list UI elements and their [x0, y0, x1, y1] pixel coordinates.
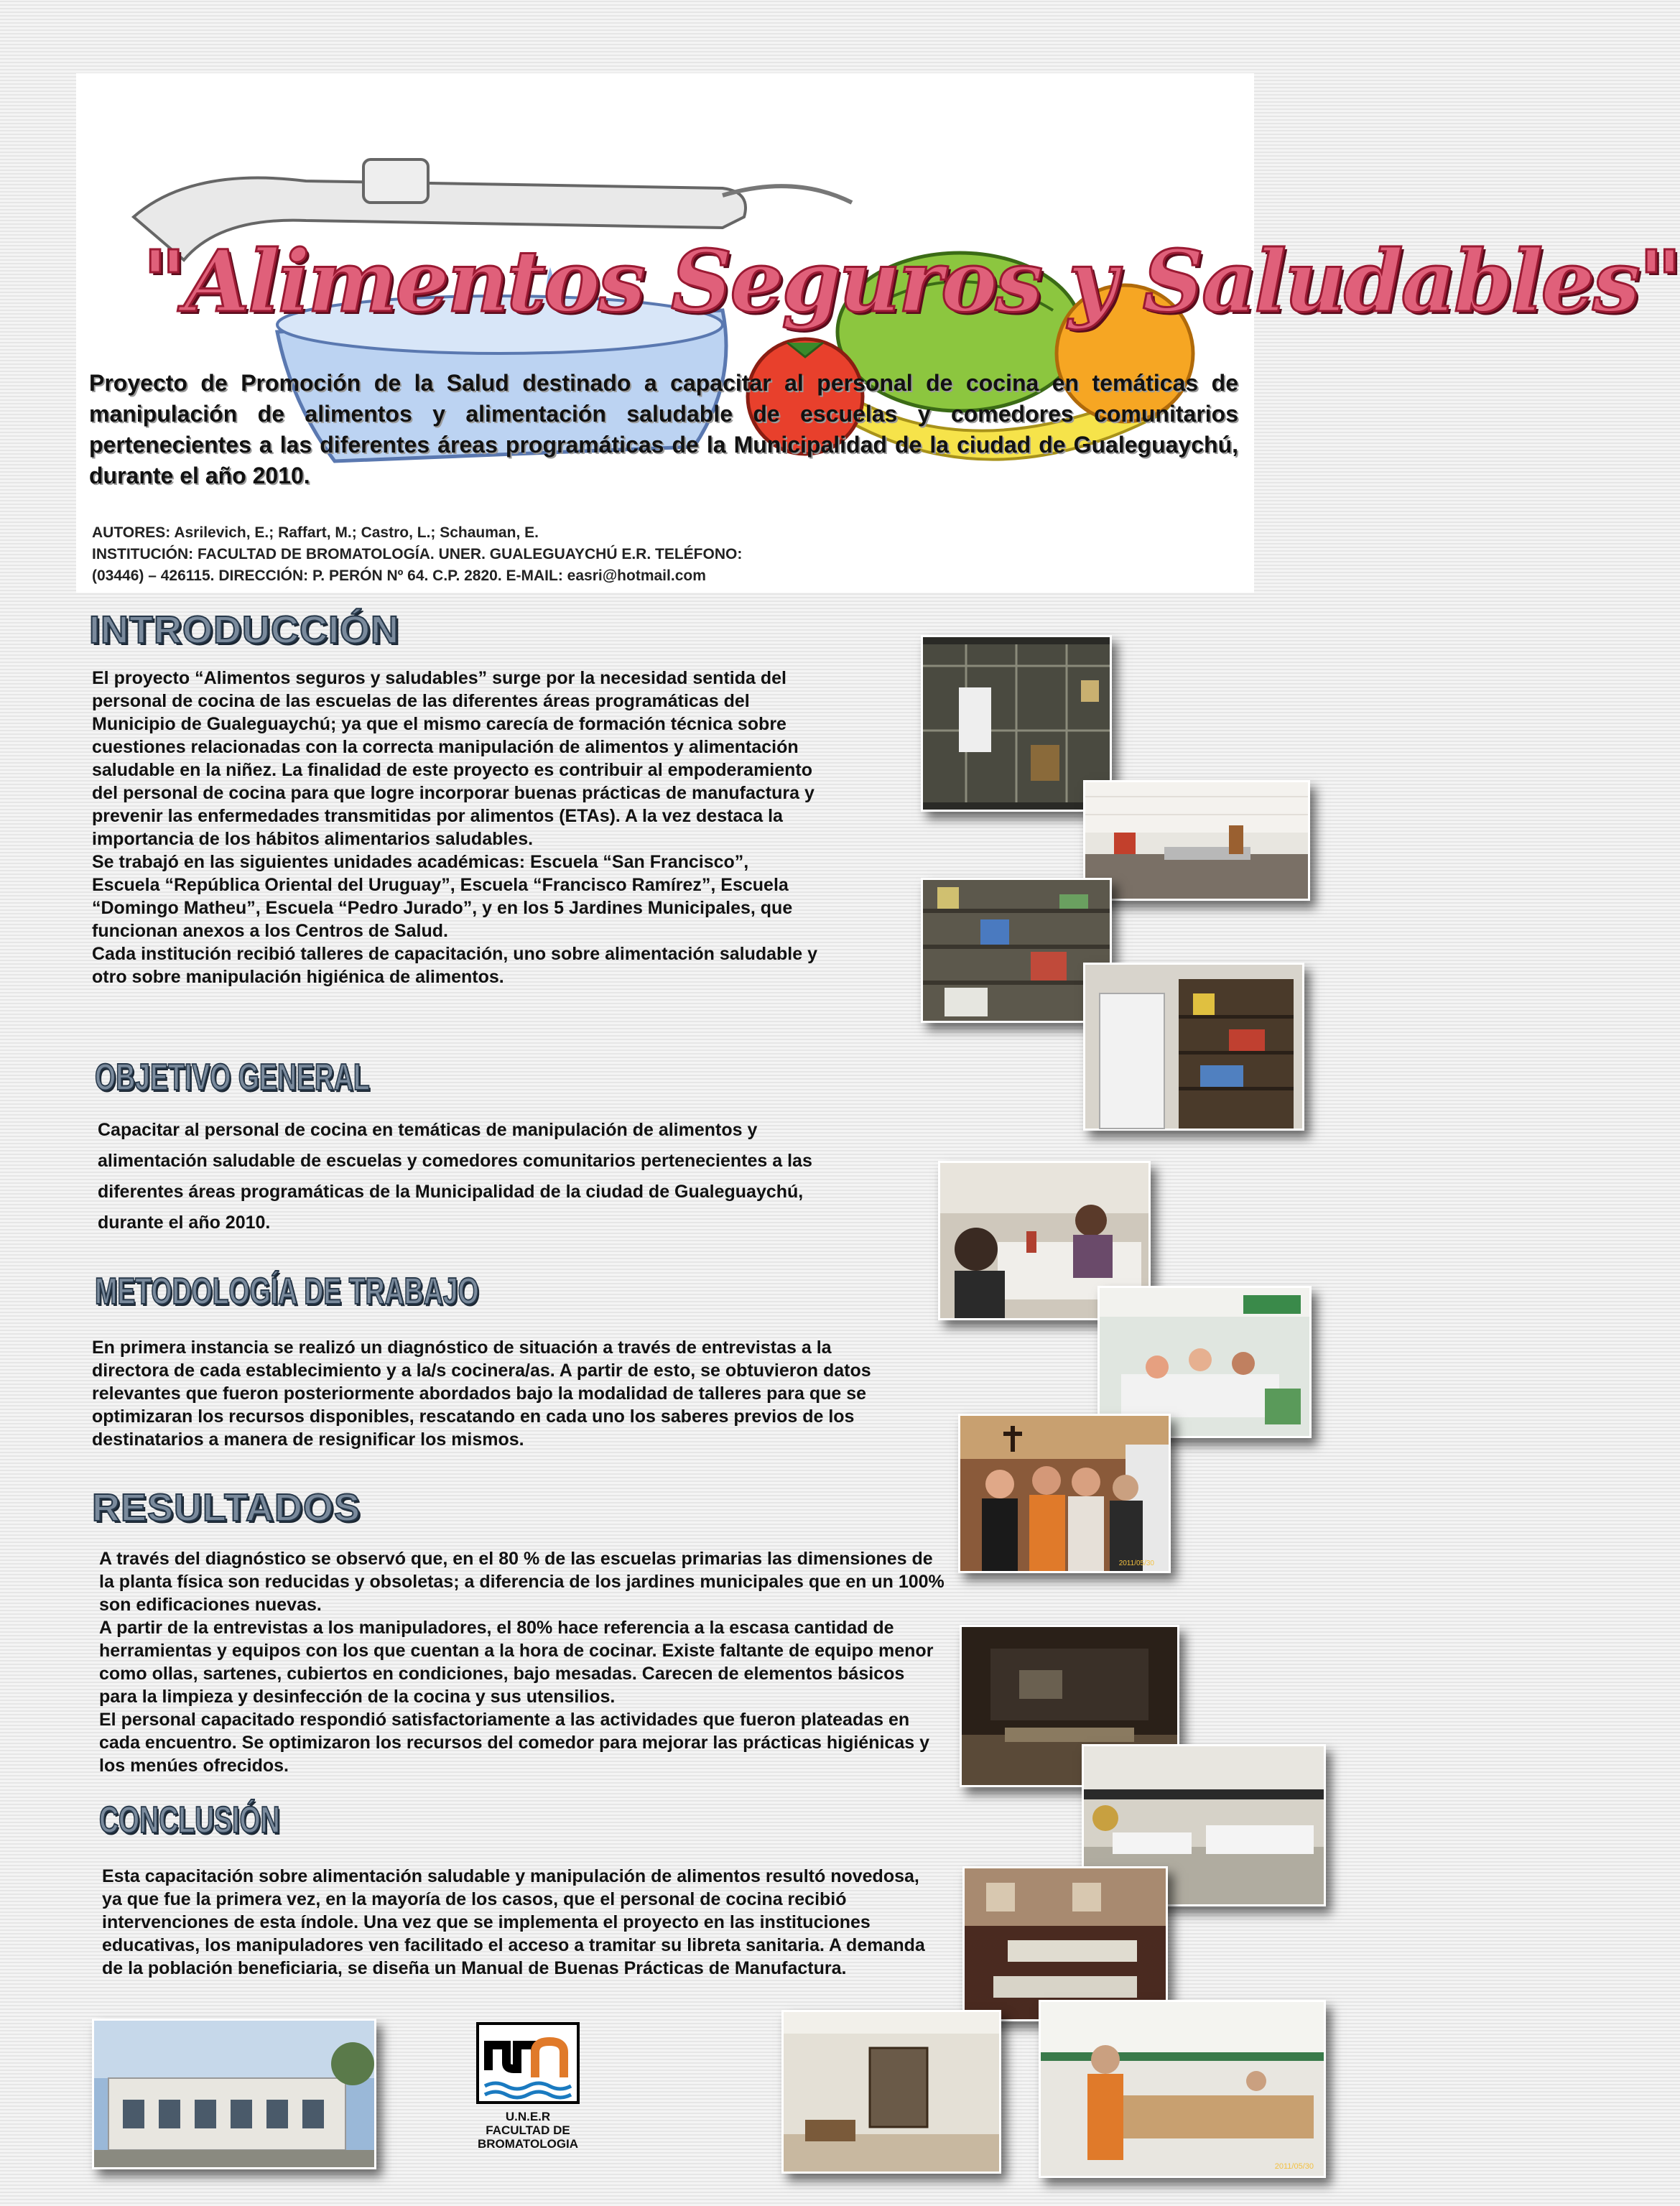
photo-timestamp: 2011/05/30 — [1118, 1560, 1154, 1567]
poster-title: "Alimentos Seguros y Saludables" — [142, 231, 1680, 331]
institution-line: INSTITUCIÓN: FACULTAD DE BROMATOLOGÍA. UNER. GUALEGUAYCHÚ E.R. TELÉFONO: — [92, 546, 743, 562]
introduccion-paragraph: Se trabajó en las siguientes unidades académicas: Escuela “San Francisco”, Escuela “República Oriental del Uruguay”, Escuela “Francisco Ramírez”, Escuela “Domingo Matheu”, Escuela “Pedro Jurado”, y en los 5 Jardines Municipales, que funcionan anexos a los Centros de Salud. — [92, 852, 793, 941]
photo-kitchen-sink — [1083, 780, 1310, 901]
uner-logo-mark — [474, 2020, 582, 2106]
photo-dining-tables — [962, 1866, 1168, 2021]
objetivo-text: Capacitar al personal de cocina en temáticas de manipulación de alimentos y alimentación saludable de escuelas y comedores comunitarios pertenecientes a las diferentes áreas programáticas de la Municipalidad de la ciudad de Gualeguaychú, durante el año 2010. — [98, 1120, 812, 1233]
logo-caption-line: BROMATOLOGIA — [477, 2137, 579, 2151]
authors-line: AUTORES: Asrilevich, E.; Raffart, M.; Castro, L.; Schauman, E. — [92, 524, 539, 541]
photo-faculty-building — [92, 2019, 376, 2169]
heading-objetivo-general: OBJETIVO GENERAL — [95, 1057, 370, 1098]
logo-caption-line: U.N.E.R — [505, 2110, 551, 2123]
introduccion-paragraph: El proyecto “Alimentos seguros y saludables” surge por la necesidad sentida del personal de cocina de las escuelas de las diferentes áreas programáticas del Municipio de Gualeguaychú; ya que el mismo carecía de formación técnica sobre cuestiones relacionadas con la correcta manipulación de alimentos y alimentación saludable en la niñez. La finalidad de este proyecto es contribuir al empoderamiento del personal de cocina para que logre incorporar buenas prácticas de manufactura y prevenir las enfermedades transmitidas por alimentos (ETAs). A la vez destaca la importancia de los hábitos alimentarios saludables. — [92, 668, 815, 849]
project-subtitle: Proyecto de Promoción de la Salud destinado a capacitar al personal de cocina en temáticas de manipulación de alimentos y alimentación saludable de escuelas y comedores comunitarios pertenecientes a las diferentes áreas programáticas de la Municipalidad de la ciudad de Gualeguaychú, durante el año 2010. — [89, 370, 1238, 488]
header-panel — [76, 73, 1680, 593]
resultados-paragraph: El personal capacitado respondió satisfactoriamente a las actividades que fueron plateadas en cada encuentro. Se optimizaron los recursos del comedor para mejorar las prácticas higiénicas y los menúes ofrecidos. — [99, 1710, 929, 1776]
resultados-paragraph: A través del diagnóstico se observó que, en el 80 % de las escuelas primarias las dimensiones de la planta física son reducidas y obsoletas; a diferencia de los jardines municipales que en un 100% son edificaciones nuevas. — [99, 1549, 945, 1615]
metodologia-text: En primera instancia se realizó un diagnóstico de situación a través de entrevistas a la directora de cada establecimiento y a la/s cocinera/as. A partir de esto, se obtuvieron datos relevantes que fueron posteriormente abordados bajo la modalidad de talleres para que se optimizaran los recursos disponibles, rescatando en cada uno los saberes previos de los destinatarios a manera de resignificar los mismos. — [92, 1338, 871, 1450]
photo-timestamp: 2011/05/30 — [1274, 2162, 1314, 2171]
heading-resultados: RESULTADOS — [92, 1486, 361, 1529]
resultados-text — [99, 1547, 947, 1777]
photo-fridge-shelves — [1083, 963, 1304, 1131]
photo-group-staff — [958, 1414, 1171, 1573]
heading-conclusion: CONCLUSIÓN — [99, 1799, 280, 1841]
resultados-paragraph: A partir de la entrevistas a los manipuladores, el 80% hace referencia a la escasa cantidad de herramientas y equipos con los que cuentan a la hora de cocinar. Existe faltante de equipo menor como ollas, sartenes, cubiertos en condiciones, bajo mesadas. Carecen de elementos básicos para la limpieza y desinfección de la cocina y sus utensilios. — [99, 1618, 934, 1707]
conclusion-text: Esta capacitación sobre alimentación saludable y manipulación de alimentos resultó novedosa, ya que fue la primera vez, en la mayoría de los casos, que el personal de cocina recibió intervenciones de esta índole. Una vez que se implementa el proyecto en las instituciones educativas, los manipuladores ven facilitado el acceso a tramitar su libreta sanitaria. A demanda de la población beneficiaria, se diseña un Manual de Buenas Prácticas de Manufactura. — [102, 1866, 925, 1978]
photo-dining-service — [1039, 2000, 1326, 2178]
logo-caption — [474, 2110, 582, 2151]
introduccion-paragraph: Cada institución recibió talleres de capacitación, uno sobre alimentación saludable y otro sobre manipulación higiénica de alimentos. — [92, 944, 818, 987]
photo-empty-room — [781, 2010, 1001, 2174]
authors-block — [92, 522, 896, 587]
introduccion-text — [92, 667, 817, 988]
logo-caption-line: FACULTAD DE — [486, 2123, 570, 2137]
heading-metodologia: METODOLOGÍA DE TRABAJO — [95, 1271, 479, 1312]
heading-introduccion: INTRODUCCIÓN — [89, 608, 399, 652]
contact-line: (03446) – 426115. DIRECCIÓN: P. PERÓN Nº 64. C.P. 2820. E-MAIL: easri@hotmail.com — [92, 567, 706, 584]
uner-logo — [474, 2020, 582, 2149]
